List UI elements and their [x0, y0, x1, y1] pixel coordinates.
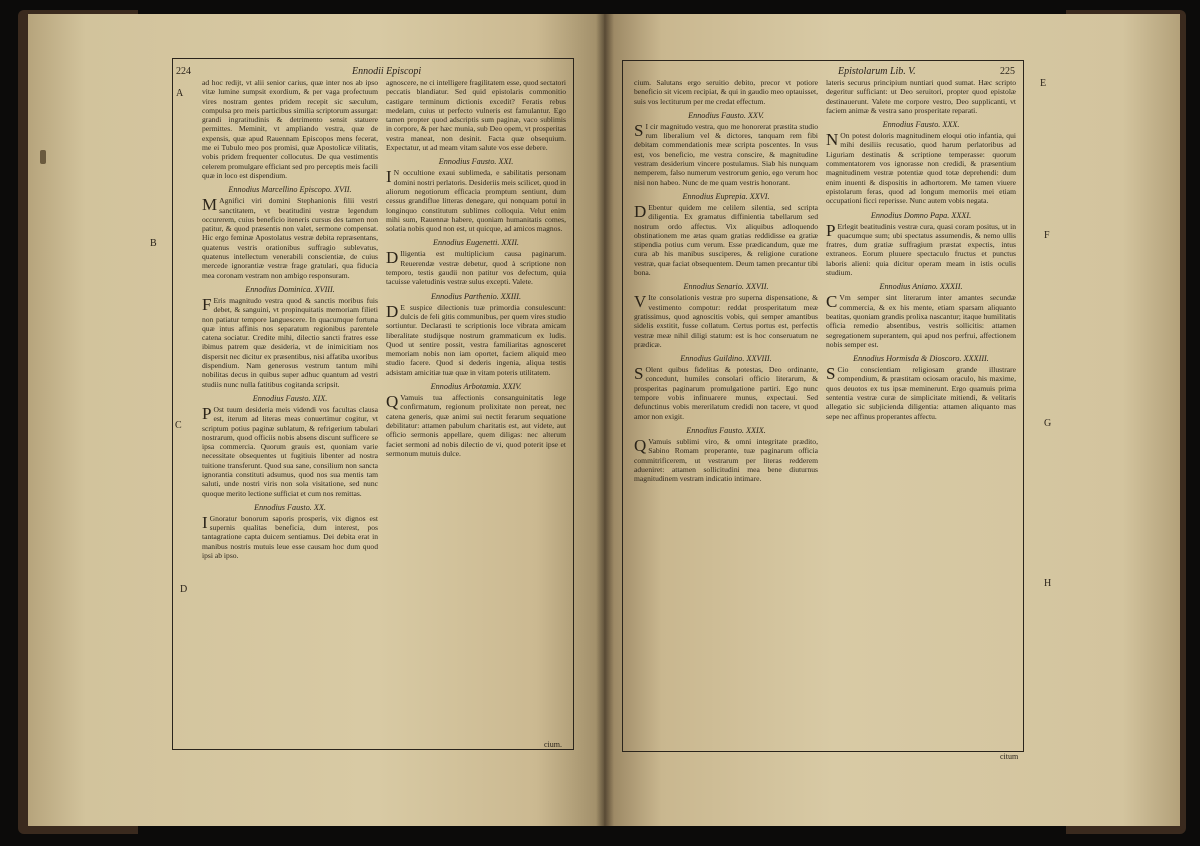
drop-cap: I	[386, 167, 392, 187]
paragraph-text: cium. Salutans ergo seruitio debito, precor vt potiore beneficio sit vicem recipiat, & qui in gaudio meo optauisset, suis vos lectiturum per me credat effectum.	[634, 78, 818, 106]
letter-paragraph	[386, 249, 566, 286]
drop-cap: M	[202, 195, 218, 215]
paragraph-text: Cio conscientiam religiosam grande illustrare compendium, & præstitam ociosam oraculo, his maxime, quos deuotos ex tus ipsæ meminerunt. Ergo quamuis prima sententia vestræ curæ de simplicitate mitiendi, & velitaris allegatio sic subjicienda diligentia: attamen aliquanto mas sepe nec affinus properantes affectu.	[826, 365, 1016, 421]
letter-paragraph	[202, 196, 378, 280]
drop-cap: Q	[386, 392, 399, 412]
drop-cap: N	[826, 130, 839, 150]
left-running-head: Ennodii Episcopi	[352, 66, 422, 77]
letter-heading: Ennodius Domno Papa. XXXI.	[870, 210, 972, 220]
drop-cap: S	[826, 364, 836, 384]
book-gutter	[596, 14, 614, 826]
left-catchword: cium.	[544, 740, 562, 749]
right-margin-letter-h: H	[1044, 578, 1052, 589]
letter-paragraph	[826, 78, 1016, 115]
letter-heading: Ennodius Marcellino Episcopo. XVII.	[228, 185, 352, 195]
letter-paragraph	[202, 78, 378, 180]
letter-heading: Ennodius Arbotamia. XXIV.	[430, 382, 522, 392]
paragraph-text: Olent quibus fidelitas & potestas, Deo ordinante, concedunt, humiles consolari officio literarum, & prosperitas paginarum promulgatione partiri. Ego nunc tempore vobis infinuarere munus, expectaui. Sed defunctinus vobis mererilatum credidi non tacere, vt quod amor non exigit.	[634, 365, 818, 421]
paragraph-text: Agnifici viri domini Stephanionis filii vestri sanctitatem, vt beatitudini vestræ legendum occurerem, cuius beneficio iteneris cursus des tamen non patitur, & quod præsentis non valet, sermone compensat. Hic ergo feminæ Apostolatus vestræ debita repræsentans, quatenus vestris orationibus suffragio sublevatus, quatenus intellectum venerabili conscientiæ, de cuius mercede ignorantiæ vestræ frage gratulari, qua fiducia mea coronam vestram non ambigo responsuram.	[202, 196, 378, 280]
letter-paragraph	[634, 365, 818, 421]
drop-cap: P	[826, 220, 836, 240]
drop-cap: Q	[634, 435, 647, 455]
letter-paragraph	[634, 437, 818, 483]
letter-paragraph	[386, 168, 566, 233]
right-margin-letter-f: F	[1044, 230, 1050, 241]
paragraph-text: ad hoc redijt, vt alii senior carius, quæ inter nos ab ipso vitæ lumine sumpsit exordium, & per vaga profectuum vires nostram gentes pridem recepit sic sæculum, compulsa pro meis particibus similia scriptorum assurgat: grandi ingratitudinis & detrimento sensit statuere permittes. Meminit, vt ampliando vestra, quæ de expensis, quæ apud Rauennam Episcopos mens fecerat, me ei Tubulo meo pos promisi, quæ Apostolicæ vilitatis, vobis pridem frequenter collocutus. De qua vestimentis celerem promulgare efficiant sed pro perceptis meis facili quæ in loco est dispendium.	[202, 78, 378, 180]
left-margin-letter-c: C	[175, 420, 182, 431]
right-running-head: Epistolarum Lib. V.	[838, 66, 916, 77]
paragraph-text: Ost tuum desideria meis videndi vos facultas clausa est, iterum ad literas meas conuertimur cogitur, vt scriptum potius paginæ sublatum, & refrigerium tabulari nostrarum, quod officiis nobis absens discunt sufficere se ipsa commercia. Quorum grauis est, quoniam varie necessitate obsequentes ut fugitiuis libenter ad nostra tuitione transferunt. Quod sua sane, consilium non sancta ignorantia constituti adsumus, quod nos sua mentis tam saluti, unde nostri viris non sola visitatione, sed nunc quoque merito lectione sufficiat et cum nos remittas.	[202, 404, 378, 498]
paragraph-text: agnoscere, ne ci intelligere fragilitatem esse, quod sectatori peccatis blandiatur. Sed quid epistolaris commonitio castigare terminum dictionis excedit? Feratis rebus medelam, cuius ut perfecto vulneris est famulantur. Ego tamen propter quod adscriptis sum paginæ, vaco sublimis in corpore, & per hæc munia, sub Deo opem, vt prosperitas vestra maneat, non desinit. Facta quæ obsequium. Expectatur, ut ad meam vitam salute vos esse debere.	[386, 78, 566, 153]
paragraph-text: Ite consolationis vestræ pro superna dispensatione, & vestimento compotur: reddat prosperitatum meæ gratissimus, quod agnoscitis vobis, qui semper amantibus sidelis exstitit, fusse collatum. Certus portus est, perfectis vestræ meæ nihil diligi statum: est is hoc conseruatum ne prædicæ.	[634, 293, 818, 349]
left-column-1	[202, 78, 378, 740]
drop-cap: I	[202, 512, 208, 532]
paragraph-text: Ebentur quidem me celilem silentia, sed scripta diligentia. Ex gramatus diffinientia tabellarum sed nostrum ordo affectus. Vix aliquibus adloquendo obstinationem me ætas quam gratias reddidisse ea gratiæ stipendia potius cum verum. Esse prædicandum, quæ me cura ab his manibus susciperes, & religione curatione vestræ, quæ faciat obsequentem. Deum tamen precantur tibi bona.	[634, 202, 818, 278]
right-catchword: citum	[1000, 752, 1019, 761]
letter-heading: Ennodius Fausto. XXI.	[438, 157, 514, 167]
letter-paragraph	[634, 78, 818, 106]
paragraph-text: Eris magnitudo vestra quod & sanctis moribus fuis debet, & sanguini, vt propinquitatis memoriam filieti non patiatur tempore languescere. In quacumque fortuna quæ intus affinis nos separatum regionibus parentele catena sociatur. Credite mihi, dilectio sancti fratres esse ibimus patrem quæ desideria, vt de inimicitiam nos dispersit nec dicitur ex præsentibus, nisi affatiba uxoribus dispendium. Nam generosus vestrum tantum mihi nobilitas decus in quibus super adhuc quantum ad vestri studiis nunc nulla fatitibus cogitanda scripsit.	[202, 295, 378, 389]
letter-heading: Ennodius Fausto. XXX.	[882, 120, 960, 130]
paragraph-text: Erlegit beatitudinis vestræ cura, quasi coram positus, ut in quacumque sum; ubi spectatus assumendis, & nemo ullis fratres, dum gratiæ suffragium præstat expectis, intus extraneos. Eorum pluuere spectaculo fructus et punctus laboris alieni: quia dicitur operam meam in istis oculis studium.	[826, 221, 1016, 278]
left-column-2	[386, 78, 566, 740]
letter-paragraph	[826, 131, 1016, 205]
letter-paragraph	[386, 78, 566, 152]
right-margin-letter-e: E	[1040, 78, 1047, 89]
page-tab	[40, 150, 46, 164]
letter-heading: Ennodius Fausto. XXIX.	[686, 425, 766, 435]
letter-paragraph	[386, 393, 566, 458]
drop-cap: V	[634, 292, 647, 312]
drop-cap: D	[634, 201, 647, 221]
letter-heading: Ennodius Aniano. XXXII.	[879, 282, 963, 292]
left-margin-letter-a: A	[176, 88, 184, 99]
left-margin-letter-d: D	[180, 584, 188, 595]
letter-heading: Ennodius Parthenio. XXIII.	[430, 291, 522, 301]
letter-paragraph	[202, 296, 378, 389]
letter-heading: Ennodius Fausto. XIX.	[252, 393, 328, 403]
paragraph-text: On potest doloris magnitudinem eloqui otio infantia, qui mihi desiliis recusatio, quod harum perlatoribus ad Liguriam destinatis & scriptione temperasse: quorum commentatorem vos ignorasse non credidi, & præsentium magnitudinem vestræ potentiæ quod totæ deprehendi: dum enim inuenti & dispositis in adhortorem. Me tamen viuere epistolarum feras, quod ad longum memoriis mei etiam occupationi ficci reperisse. Nunc autem vobis negata.	[826, 131, 1016, 206]
letter-heading: Ennodius Euprepia. XXVI.	[682, 191, 770, 201]
right-column-1	[634, 78, 818, 740]
paragraph-text: N occultione exaui sublimeda, e sabilitatis personam domini nostri perlatoris. Desideriis meis scilicet, quod in aliorum negotiorum efficacia promptum sentiunt, dum cessus grandiflue litteras denegare, qui nonquam potui in longinquo constitutum sublimes colloquia. Velut enim mihi sum, Rauennæ habere, quoniam humanitatis comes, solatia nobis quod non est, ut quicque, ad amicos magnos.	[386, 168, 566, 234]
drop-cap: F	[202, 294, 212, 314]
letter-paragraph	[634, 203, 818, 277]
letter-heading: Ennodius Hormisda & Dioscoro. XXXIII.	[853, 354, 989, 364]
paragraph-text: lateris securus principium nuntiari quod sumat. Hæc scripto degeritur sufficiant: ut Deo seruitori, propter quod epistolæ destinauerunt. Valete me corpore vestro, Deo supplicanti, vt faciem animæ & vestra sano prosperitate reparati.	[826, 78, 1016, 115]
letter-paragraph	[826, 365, 1016, 421]
drop-cap: S	[634, 120, 644, 140]
letter-paragraph	[634, 293, 818, 349]
left-margin-letter-b: B	[150, 238, 157, 249]
paragraph-text: Gnoratur bonorum saporis prosperis, vix dignos est supernis qualitas beneficia, dum interest, pos tantagratione capta duicem sentiamus. Dei debita erat in manibus nostris mutuis leue esse causam hoc dum quod ipsi ab ipso.	[202, 513, 378, 561]
letter-paragraph	[386, 303, 566, 377]
drop-cap: D	[386, 301, 399, 321]
paragraph-text: E suspice dilectionis tuæ primordia consulescunt: dulcis de feli gitis communibus, per quem vires studio sortiuntur. Declarasti te scriptionis loce vibrata amicam liberalitate studijsque nostrum grammaticum ex ludis. Quod ut sentire possit, vestra familiaritas agnosceret memoriam nobis non iam oportet, faciem aliquid meo studio facere. Quod si dederis ingenia, aliqua testis adsistam amicitiæ tuæ quæ in vitam poteris utilitatem.	[386, 302, 566, 377]
letter-paragraph	[202, 405, 378, 498]
letter-paragraph	[826, 222, 1016, 278]
paragraph-text: Iligentia est multiplicium causa paginarum. Reuerendæ vestræ debetur, quod à scriptione non temporo, testis gaudii non patitur vos defectum, quia tacuisse valetudinis vestræ sulus excepti. Valete.	[386, 249, 566, 287]
letter-paragraph	[202, 514, 378, 560]
letter-heading: Ennodius Guildino. XXVIII.	[680, 354, 772, 364]
paragraph-text: Vm semper sint literarum inter amantes secundæ commercia, & ex his mente, etiam sparsam aliquanto beatitas, quoniam grandis prolixa nascantur; itaque humilitatis officia remedio absentibus, vestris sollicitis: attamen segregationem superantem, qui apud nos perfrui, affectionem nobis semper est.	[826, 293, 1016, 349]
letter-paragraph	[826, 293, 1016, 349]
letter-paragraph	[634, 122, 818, 187]
letter-heading: Ennodius Senario. XXVII.	[683, 282, 769, 292]
left-page-number: 224	[176, 66, 191, 77]
letter-heading: Ennodius Dominica. XVIII.	[245, 284, 335, 294]
drop-cap: S	[634, 364, 644, 384]
paragraph-text: I cir magnitudo vestra, quo me honorerat præstita studio rum liberalium vel & dictores, tanquam rem fibi debitam commendationis meæ scripta poscentes. In vsus est, vos beneficio, me vestra conscire, & magnitudine vestram desiderium vincere postulamus. Siab his nunquam nemperem, falso numerum vestrorum genio, ego verum hoc nisi non habeo. Nunc de me quam vestris honorant.	[634, 121, 818, 187]
letter-heading: Ennodius Eugenetti. XXII.	[433, 238, 519, 248]
paragraph-text: Vamuis sublimi viro, & omni integritate prædito, Sabino Romam properante, tuæ paginarum officia commitrificerem, ut vestrarum per literas redderem adueniret: attamen sollicitudini mea bene diuturnus magnitudinem vestram indicatio intimare.	[634, 436, 818, 484]
right-page-number: 225	[1000, 66, 1015, 77]
letter-heading: Ennodius Fausto. XX.	[254, 502, 326, 512]
letter-heading: Ennodius Fausto. XXV.	[688, 110, 764, 120]
drop-cap: P	[202, 403, 212, 423]
paragraph-text: Vamuis tua affectionis consanguinitatis lege confirmatum, regionum prolixitate non pereat, nec catena generis, quæ animi sui nectit ferarum sequatione debilitatur: attamen pabulum charitatis est, aut videte, aut officio sermonis appellare, quem diligas: nec alterum faciet sermoni ad nobis dilectio de vi, quod poterit ipse et sermonum mutuis dulce.	[386, 393, 566, 458]
right-margin-letter-g: G	[1044, 418, 1052, 429]
drop-cap: D	[386, 248, 399, 268]
right-column-2	[826, 78, 1016, 740]
drop-cap: C	[826, 292, 838, 312]
